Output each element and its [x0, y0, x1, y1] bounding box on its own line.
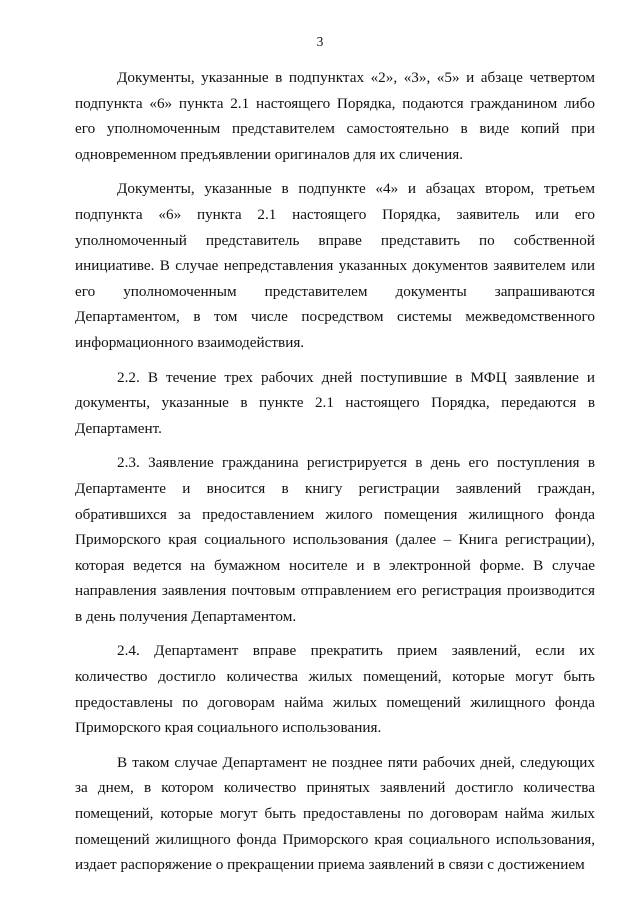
paragraph-2-2: 2.2. В течение трех рабочих дней поступившие в МФЦ заявление и документы, указанные в пункте 2.1 настоящего Порядка, передаются в Департамент.	[75, 368, 595, 437]
document-body	[75, 65, 595, 887]
page-number: 3	[316, 34, 324, 49]
paragraph-2-4-continuation: В таком случае Департамент не позднее пяти рабочих дней, следующих за днем, в котором количество принятых заявлений достигло количества помещений, которые могут быть предоставлены по договорам найма жилых помещений жилищного фонда Приморского края социального использования, издает распоряжение о прекращении приема заявлений в связи с достижением	[75, 753, 595, 874]
paragraph-documents-copies: Документы, указанные в подпунктах «2», «3», «5» и абзаце четвертом подпункта «6» пункта 2.1 настоящего Порядка, подаются гражданином либо его уполномоченным представителем самостоятельно в виде копий при одновременном предъявлении оригиналов для их сличения.	[75, 69, 595, 163]
paragraph-2-4: 2.4. Департамент вправе прекратить прием заявлений, если их количество достигло количества жилых помещений, которые могут быть предоставлены по договорам найма жилых помещений жилищного фонда Приморского края социального использования.	[75, 642, 595, 737]
paragraph-2-3: 2.3. Заявление гражданина регистрируется в день его поступления в Департаменте и вносится в книгу регистрации заявлений граждан, обратившихся за предоставлением жилого помещения жилищного фонда Приморского края социального использования (далее – Книга регистрации), которая ведется на бумажном носителе и в электронной форме. В случае направления заявления почтовым отправлением его регистрация производится в день получения Департаментом.	[75, 454, 595, 625]
paragraph-documents-own-initiative: Документы, указанные в подпункте «4» и абзацах втором, третьем подпункта «6» пункта 2.1 настоящего Порядка, заявитель или его уполномоченный представитель вправе представить по собственной инициативе. В случае непредставления указанных документов заявителем или его уполномоченным представителем документы запрашиваются Департаментом, в том числе посредством системы межведомственного информационного взаимодействия.	[75, 180, 595, 351]
